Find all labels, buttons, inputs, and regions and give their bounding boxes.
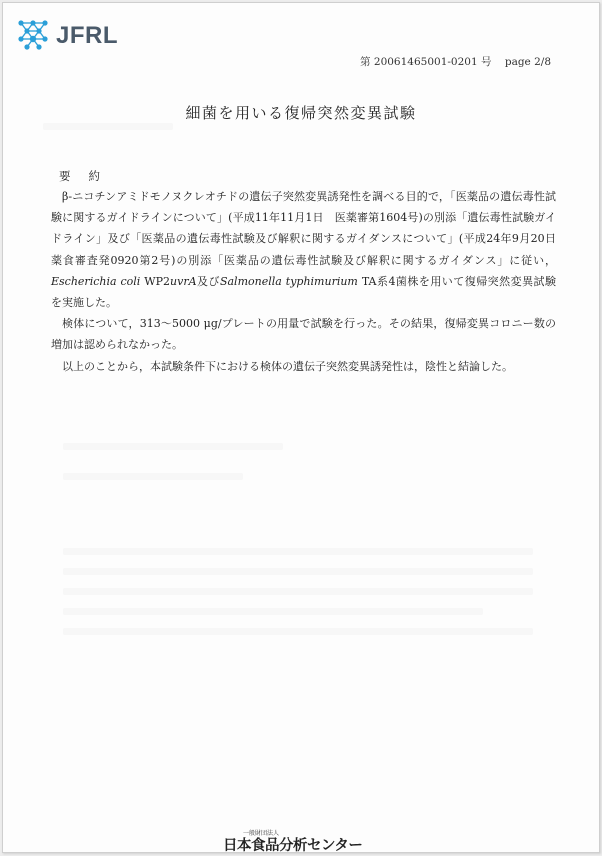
strain-wp2: WP2 bbox=[140, 274, 171, 288]
show-through bbox=[63, 628, 533, 635]
page-label: page 2/8 bbox=[504, 56, 551, 68]
doc-number-value: 20061465001-0201 bbox=[373, 56, 478, 68]
show-through bbox=[63, 608, 483, 615]
show-through bbox=[63, 548, 533, 555]
footer-org-prefix: 一般財団法人 bbox=[243, 830, 280, 837]
show-through bbox=[43, 123, 173, 130]
footer-org-name: 日本食品分析センター bbox=[223, 838, 363, 854]
species-ecoli: Escherichia coli bbox=[51, 274, 141, 288]
show-through bbox=[63, 568, 533, 575]
para1-tail: TA系4菌株を用いて復帰突然変異試験を実施した。 bbox=[51, 274, 557, 310]
document-page bbox=[2, 2, 600, 853]
summary-heading bbox=[59, 168, 102, 184]
show-through bbox=[63, 443, 283, 450]
show-through bbox=[63, 473, 243, 480]
summary-heading-char-1: 要 bbox=[59, 169, 73, 183]
summary-heading-char-2: 約 bbox=[88, 169, 102, 183]
doc-suffix: 号 bbox=[481, 56, 492, 68]
document-title: 細菌を用いる復帰突然変異試験 bbox=[185, 104, 417, 122]
summary-paragraph-3: 以上のことから，本試験条件下における検体の遺伝子突然変異誘発性は，陰性と結論した。 bbox=[62, 359, 513, 373]
summary-body bbox=[51, 186, 567, 377]
summary-paragraph-1 bbox=[51, 186, 567, 313]
document-number bbox=[360, 54, 551, 69]
gene-uvra: uvrA bbox=[170, 274, 197, 288]
doc-prefix: 第 bbox=[360, 56, 371, 68]
jfrl-logo bbox=[15, 17, 135, 55]
footer-org bbox=[223, 828, 373, 856]
show-through bbox=[63, 588, 533, 595]
network-icon bbox=[15, 17, 55, 53]
logo-text: JFRL bbox=[56, 22, 118, 49]
species-salmonella: Salmonella typhimurium bbox=[219, 274, 358, 288]
para1-lead: β-ニコチンアミドモノヌクレオチドの遺伝子突然変異誘発性を調べる目的で，「医薬品の遺伝毒性試験に関するガイドラインについて」(平成11年11月1日 医薬審第1604号)の別添「遺伝毒性試験ガイドライン」及び「医薬品の遺伝毒性試験及び解釈に関するガイダンスについて」(平成24年9月20日 薬食審査発0920第2号)の別添「医薬品の遺伝毒性試験及び解釈に関するガイダンス」に従い， bbox=[51, 190, 567, 267]
species-join: 及び bbox=[196, 274, 220, 288]
summary-paragraph-2: 検体について，313～5000 μg/プレートの用量で試験を行った。その結果，復帰変異コロニー数の増加は認められなかった。 bbox=[51, 317, 556, 352]
